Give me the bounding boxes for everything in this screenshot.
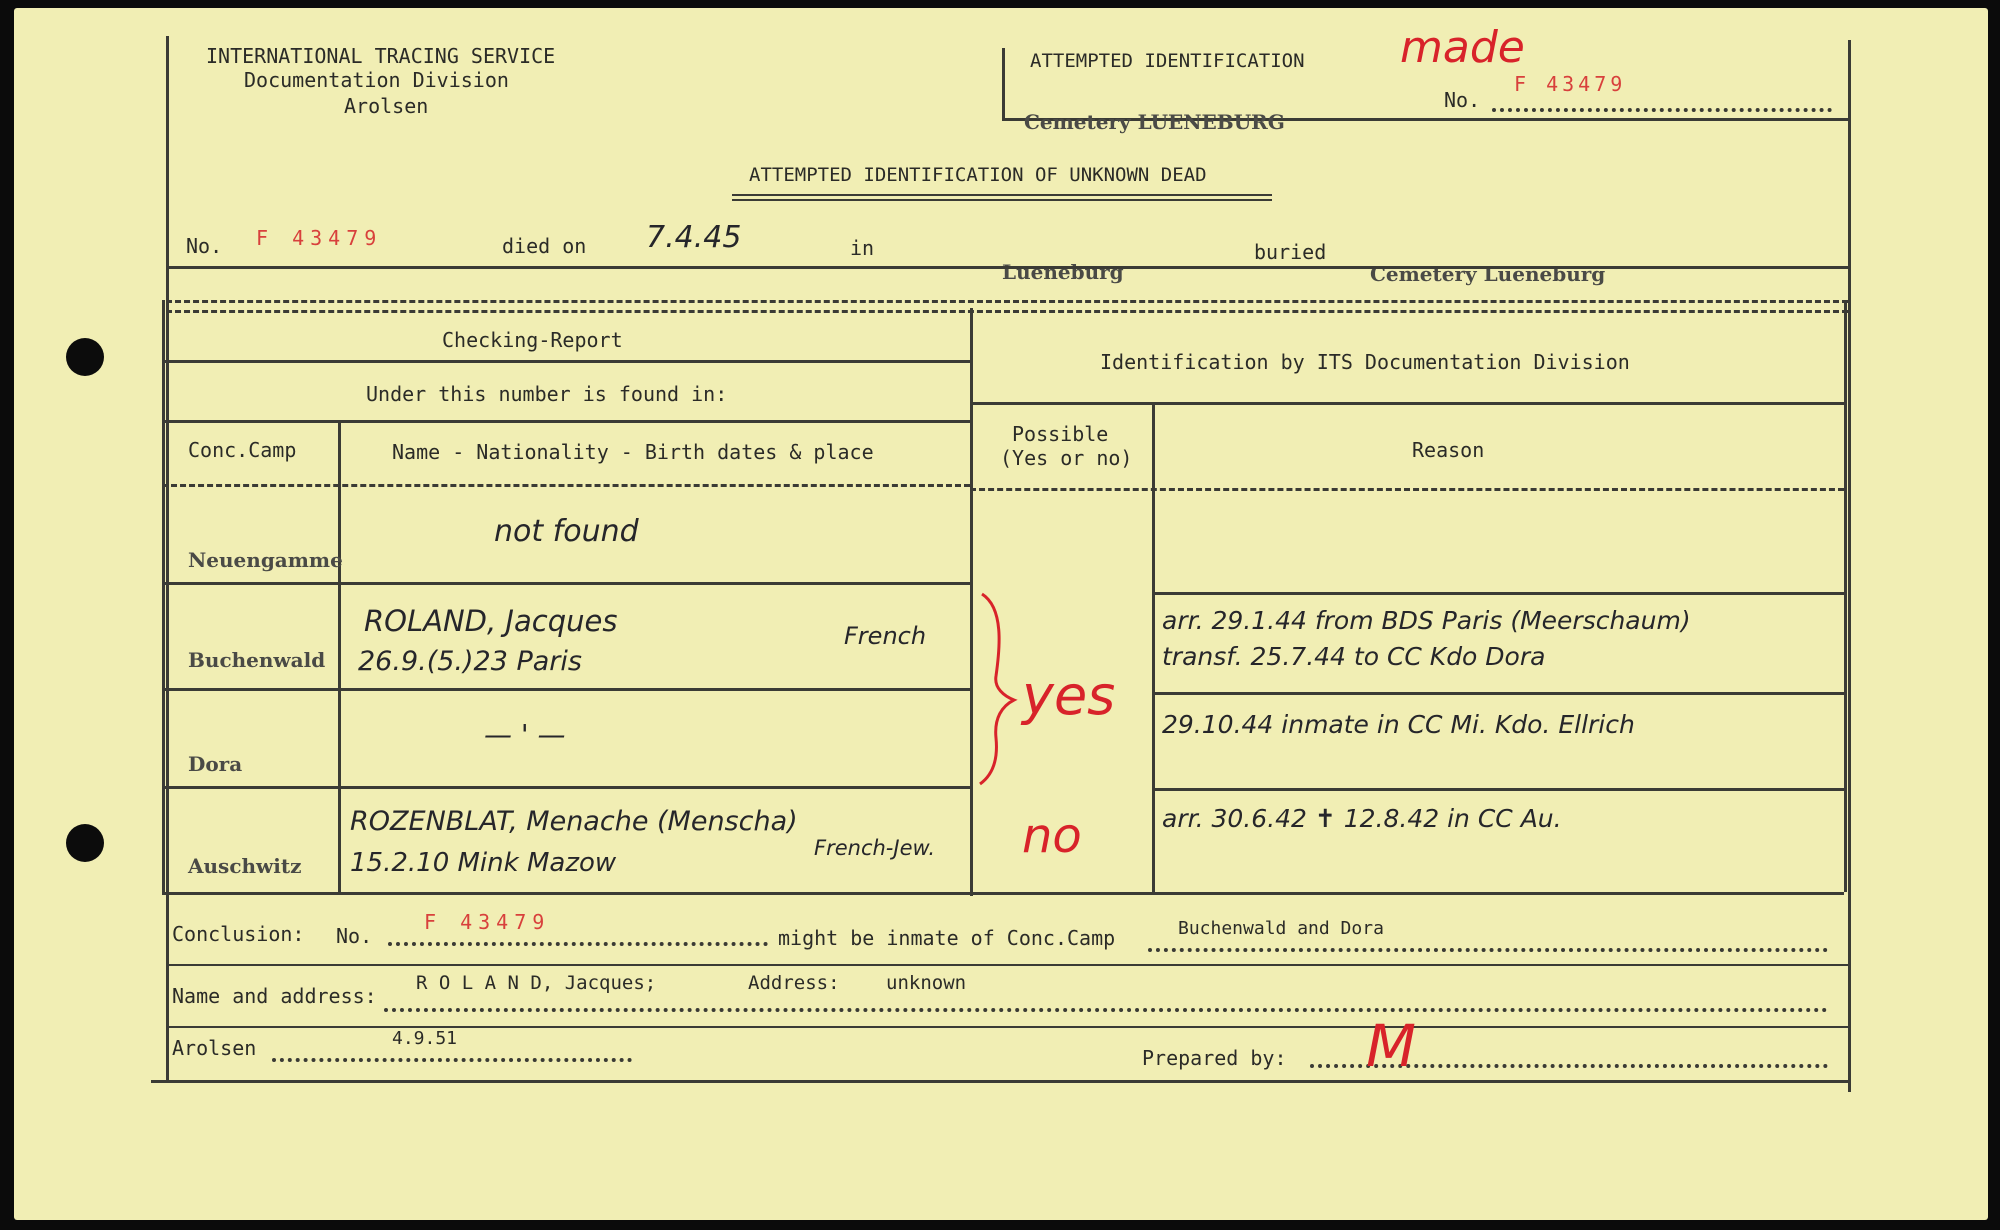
col-possible-header-1: Possible [1012, 422, 1109, 446]
conclusion-label: Conclusion: [172, 922, 305, 946]
buried-value-stamp: Cemetery Lueneburg [1370, 262, 1606, 286]
header-no-dots [1492, 108, 1832, 112]
frame-left [166, 36, 169, 1081]
header-cemetery-stamp: Cemetery LUENEBURG [1024, 110, 1285, 134]
name-address-value: R O L A N D, Jacques; [416, 972, 657, 994]
row-sep-2-left [162, 688, 970, 691]
prepared-label: Prepared by: [1142, 1046, 1287, 1070]
handwritten-made: made [1400, 22, 1525, 73]
title-underline-2 [732, 199, 1272, 201]
identification-title: Identification by ITS Documentation Division [1100, 350, 1630, 374]
name-address-label: Name and address: [172, 984, 377, 1008]
row-name-line1: ROLAND, Jacques [364, 604, 618, 638]
col-name-header: Name - Nationality - Birth dates & place [392, 440, 874, 464]
org-line-2: Documentation Division [244, 68, 509, 92]
row-sep-1-right [1152, 592, 1844, 595]
record-no-label: No. [186, 234, 223, 258]
org-line-3: Arolsen [344, 94, 429, 118]
name-address-dots [384, 1008, 1828, 1012]
row-name-line2: 15.2.10 Mink Mazow [350, 848, 617, 878]
died-value: 7.4.45 [646, 220, 742, 255]
possible-no: no [1022, 808, 1082, 864]
header-box-title: ATTEMPTED IDENTIFICATION [1030, 50, 1305, 72]
possible-yes: yes [1022, 664, 1116, 727]
record-no-value: F 43479 [256, 226, 383, 250]
frame-bottom [151, 1080, 1851, 1083]
row-sep-2-right [1152, 692, 1844, 695]
table-divider-camp [338, 420, 341, 894]
row-reason-line1: 29.10.44 inmate in CC Mi. Kdo. Ellrich [1162, 710, 1635, 739]
title-underline-1 [732, 194, 1272, 196]
checking-title-line [162, 360, 970, 363]
address-label: Address: [748, 972, 840, 994]
row-nationality: French-Jew. [814, 836, 935, 860]
table-right [1844, 300, 1847, 892]
row-sep-3-left [162, 786, 970, 789]
row-name-line1: ROZENBLAT, Menache (Menscha) [350, 806, 798, 837]
prepared-signature: M [1366, 1012, 1417, 1080]
row-camp: Auschwitz [188, 854, 302, 878]
in-value-stamp: Lueneburg [1002, 260, 1124, 284]
conclusion-no-dots [388, 942, 768, 946]
checking-title: Checking-Report [442, 328, 623, 352]
conclusion-camp-value: Buchenwald and Dora [1178, 918, 1384, 939]
index-card [14, 8, 1988, 1220]
conclusion-might-label: might be inmate of Conc.Camp [778, 926, 1116, 950]
conclusion-no-value: F 43479 [424, 910, 551, 934]
table-divider-possible [1152, 404, 1155, 894]
buried-label: buried [1254, 240, 1327, 264]
col-header-line-right [970, 488, 1844, 491]
col-reason-header: Reason [1412, 438, 1485, 462]
identification-title-line [970, 402, 1844, 405]
row-camp: Neuengamme [188, 548, 343, 572]
row-name-line1: not found [494, 514, 639, 549]
header-no-value: F 43479 [1514, 72, 1627, 96]
record-dashed-1 [166, 300, 1848, 303]
conclusion-no-label: No. [336, 924, 373, 948]
table-bottom [162, 892, 1844, 895]
document-title: ATTEMPTED IDENTIFICATION OF UNKNOWN DEAD [749, 164, 1207, 186]
table-divider-main [970, 308, 973, 896]
record-line [166, 266, 1848, 269]
row-reason-line1: arr. 30.6.42 ✝ 12.8.42 in CC Au. [1162, 804, 1562, 833]
table-left [162, 300, 165, 892]
died-label: died on [502, 234, 587, 258]
row-reason-line2: transf. 25.7.44 to CC Kdo Dora [1162, 642, 1546, 671]
row-name-line1: — ' — [484, 718, 566, 751]
row-name-line2: 26.9.(5.)23 Paris [358, 646, 582, 677]
conclusion-camp-dots [1148, 948, 1828, 952]
conclusion-line [166, 964, 1848, 966]
col-header-line-left [162, 484, 970, 487]
row-reason-line1: arr. 29.1.44 from BDS Paris (Meerschaum) [1162, 606, 1691, 635]
header-box-left [1002, 48, 1005, 118]
punch-hole-bottom [66, 824, 104, 862]
header-no-label: No. [1444, 88, 1481, 112]
punch-hole-top [66, 338, 104, 376]
col-possible-header-2: (Yes or no) [1000, 446, 1133, 470]
row-nationality: French [844, 622, 927, 650]
row-camp: Dora [188, 752, 243, 776]
address-value: unknown [886, 972, 967, 994]
record-dashed-2 [166, 310, 1848, 313]
arolsen-label: Arolsen [172, 1036, 257, 1060]
checking-subtitle-line [162, 420, 970, 423]
arolsen-date: 4.9.51 [392, 1028, 458, 1049]
checking-subtitle: Under this number is found in: [366, 382, 728, 406]
row-sep-1-left [162, 582, 970, 585]
frame-right [1848, 40, 1851, 1092]
row-sep-3-right [1152, 788, 1844, 791]
in-label: in [850, 236, 875, 260]
org-line-1: INTERNATIONAL TRACING SERVICE [206, 44, 556, 68]
row-camp: Buchenwald [188, 648, 326, 672]
col-camp-header: Conc.Camp [188, 438, 297, 462]
arolsen-dots [272, 1058, 632, 1062]
